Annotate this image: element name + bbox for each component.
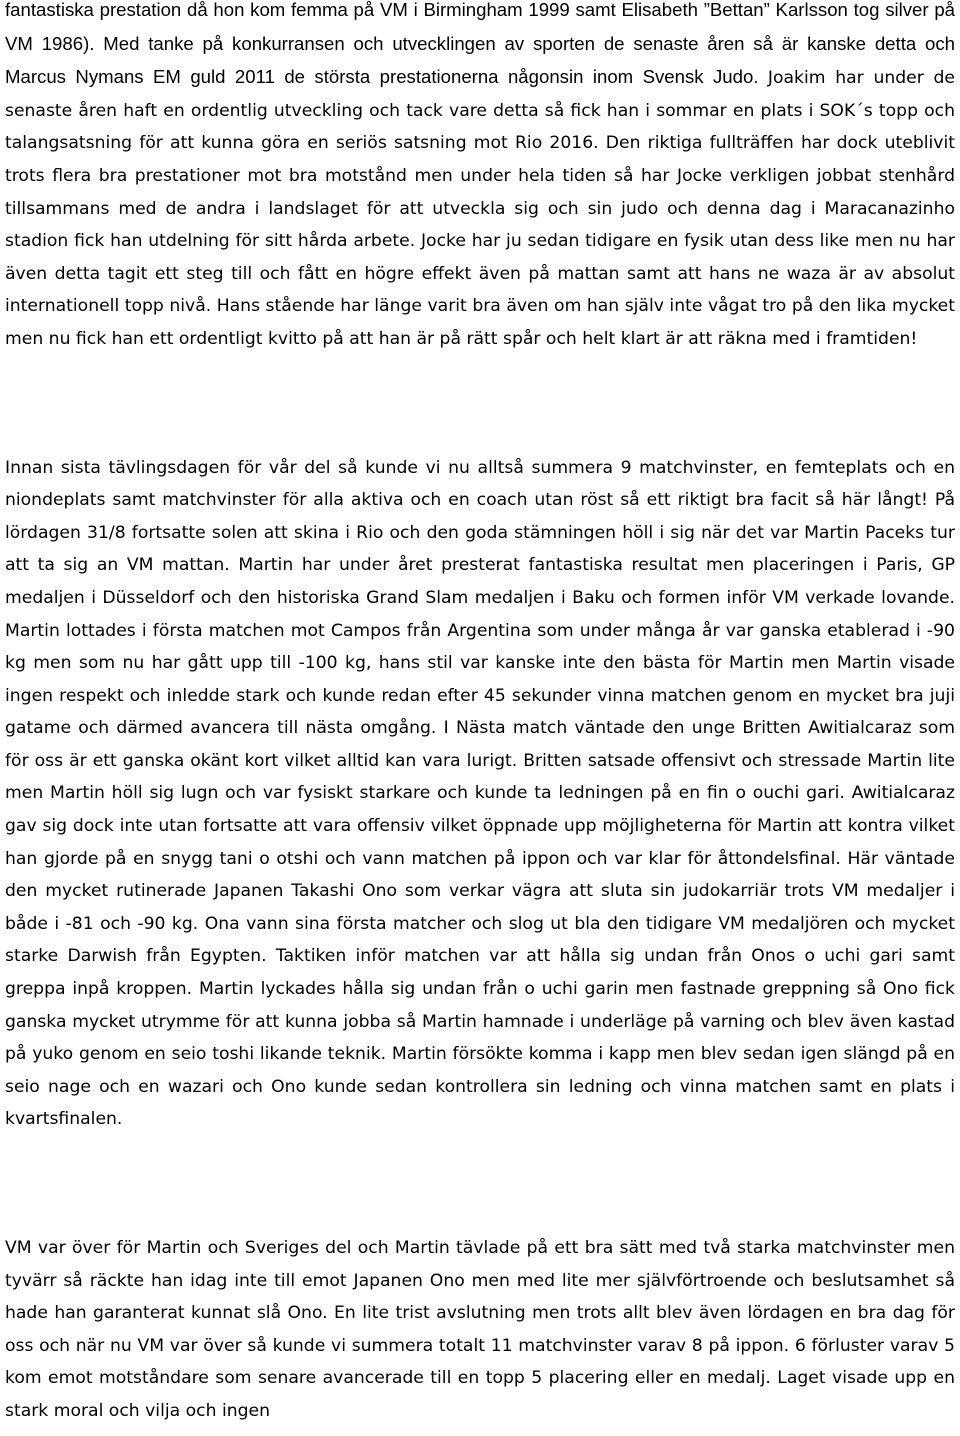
document-page [5, 0, 955, 1428]
paragraph-1 [5, 0, 955, 356]
paragraph-1-text: Joakim har under de senaste åren haft en ordentlig utveckling och tack vare detta så fick han i sommar en plats i SOK´s topp och talangsatsning för att kunna göra en seriös satsning mot Rio 2016. Den riktiga fullträffen har dock uteblivit trots flera bra prestationer mot bra motstånd men under hela tiden så har Jocke verkligen jobbat stenhård tillsammans med de andra i landslaget för att utveckla sig och sin judo och denna dag i Maracanazinho stadion fick han utdelning för sitt hårda arbete. Jocke har ju sedan tidigare en fysik utan dess like men nu har även detta tagit ett steg till och fått en högre effekt även på mattan samt att hans ne waza är av absolut internationell topp nivå. Hans stående har länge varit bra även om han själv inte vågat tro på den lika mycket men nu fick han ett ordentligt kvitto på att han är på rätt spår och helt klart är att räkna med i framtiden! [5, 68, 955, 349]
paragraph-2-text: Innan sista tävlingsdagen för vår del så kunde vi nu alltså summera 9 matchvinster, en femteplats och en niondeplats samt matchvinster för alla aktiva och en coach utan röst så ett riktigt bra facit så här långt! På lördagen 31/8 fortsatte solen att skina i Rio och den goda stämningen höll i sig när det var Martin Paceks tur att ta sig an VM mattan. Martin har under året presterat fantastiska resultat men placeringen i Paris, GP medaljen i Düsseldorf och den historiska Grand Slam medaljen i Baku och formen inför VM verkade lovande. Martin lottades i första matchen mot Campos från Argentina som under många år var ganska etablerad i -90 kg men som nu har gått upp till -100 kg, hans stil var kanske inte den bästa för Martin men Martin visade ingen respekt och inledde stark och kunde redan efter 45 sekunder vinna matchen genom en mycket bra juji gatame och därmed avancera till nästa omgång. I Nästa match väntade den unge Britten Awitialcaraz som för oss är ett ganska okänt kort vilket alltid kan vara lurigt. Britten satsade offensivt och stressade Martin lite men Martin höll sig lugn och var fysiskt starkare och kunde ta ledningen på en fin o ouchi gari. Awitialcaraz gav sig dock inte utan fortsatte att vara offensiv vilket öppnade upp möjligheterna för Martin att kontra vilket han gjorde på en snygg tani o otshi och vann matchen på ippon och var klar för åttondelsfinal. Här väntade den mycket rutinerade Japanen Takashi Ono som verkar vägra att sluta sin judokarriär trots VM medaljer i både i -81 och -90 kg. Ona vann sina första matcher och slog ut bla den tidigare VM medaljören och mycket starke Darwish från Egypten. Taktiken inför matchen var att hålla sig undan från Onos o uchi gari samt greppa inpå kroppen. Martin lyckades hålla sig undan från o uchi garin men fastnade greppning så Ono fick ganska mycket utrymme för att kunna jobba så Martin hamnade i underläge på varning och blev även kastad på yuko genom en seio toshi likande teknik. Martin försökte komma i kapp men blev sedan igen slängd på en seio nage och en wazari och Ono kunde sedan kontrollera sin ledning och vinna matchen samt en plats i kvartsfinalen. [5, 457, 955, 1130]
paragraph-3-text: VM var över för Martin och Sveriges del och Martin tävlade på ett bra sätt med två starka matchvinster men tyvärr så räckte han idag inte till emot Japanen Ono men med lite mer självförtroende och beslutsamhet så hade han garanterat kunnat slå Ono. En lite trist avslutning men trots allt blev även lördagen en bra dag för oss och när nu VM var över så kunde vi summera totalt 11 matchvinster varav 8 på ippon. 6 förluster varav 5 kom emot motståndare som senare avancerade till en topp 5 placering eller en medalj. Laget visade upp en stark moral och vilja och ingen [5, 1238, 955, 1421]
paragraph-2 [5, 452, 955, 1136]
paragraph-1-sans-text: fantastiska prestation då hon kom femma på VM i Birmingham 1999 samt Elisabeth ”Bettan” Karlsson tog silver på VM 1986). Med tanke på konkurransen och utvecklingen av sporten de senaste åren så är kanske detta och Marcus Nymans EM guld 2011 de största prestationerna någonsin inom Svensk Judo. [5, 0, 955, 88]
paragraph-3 [5, 1232, 955, 1428]
